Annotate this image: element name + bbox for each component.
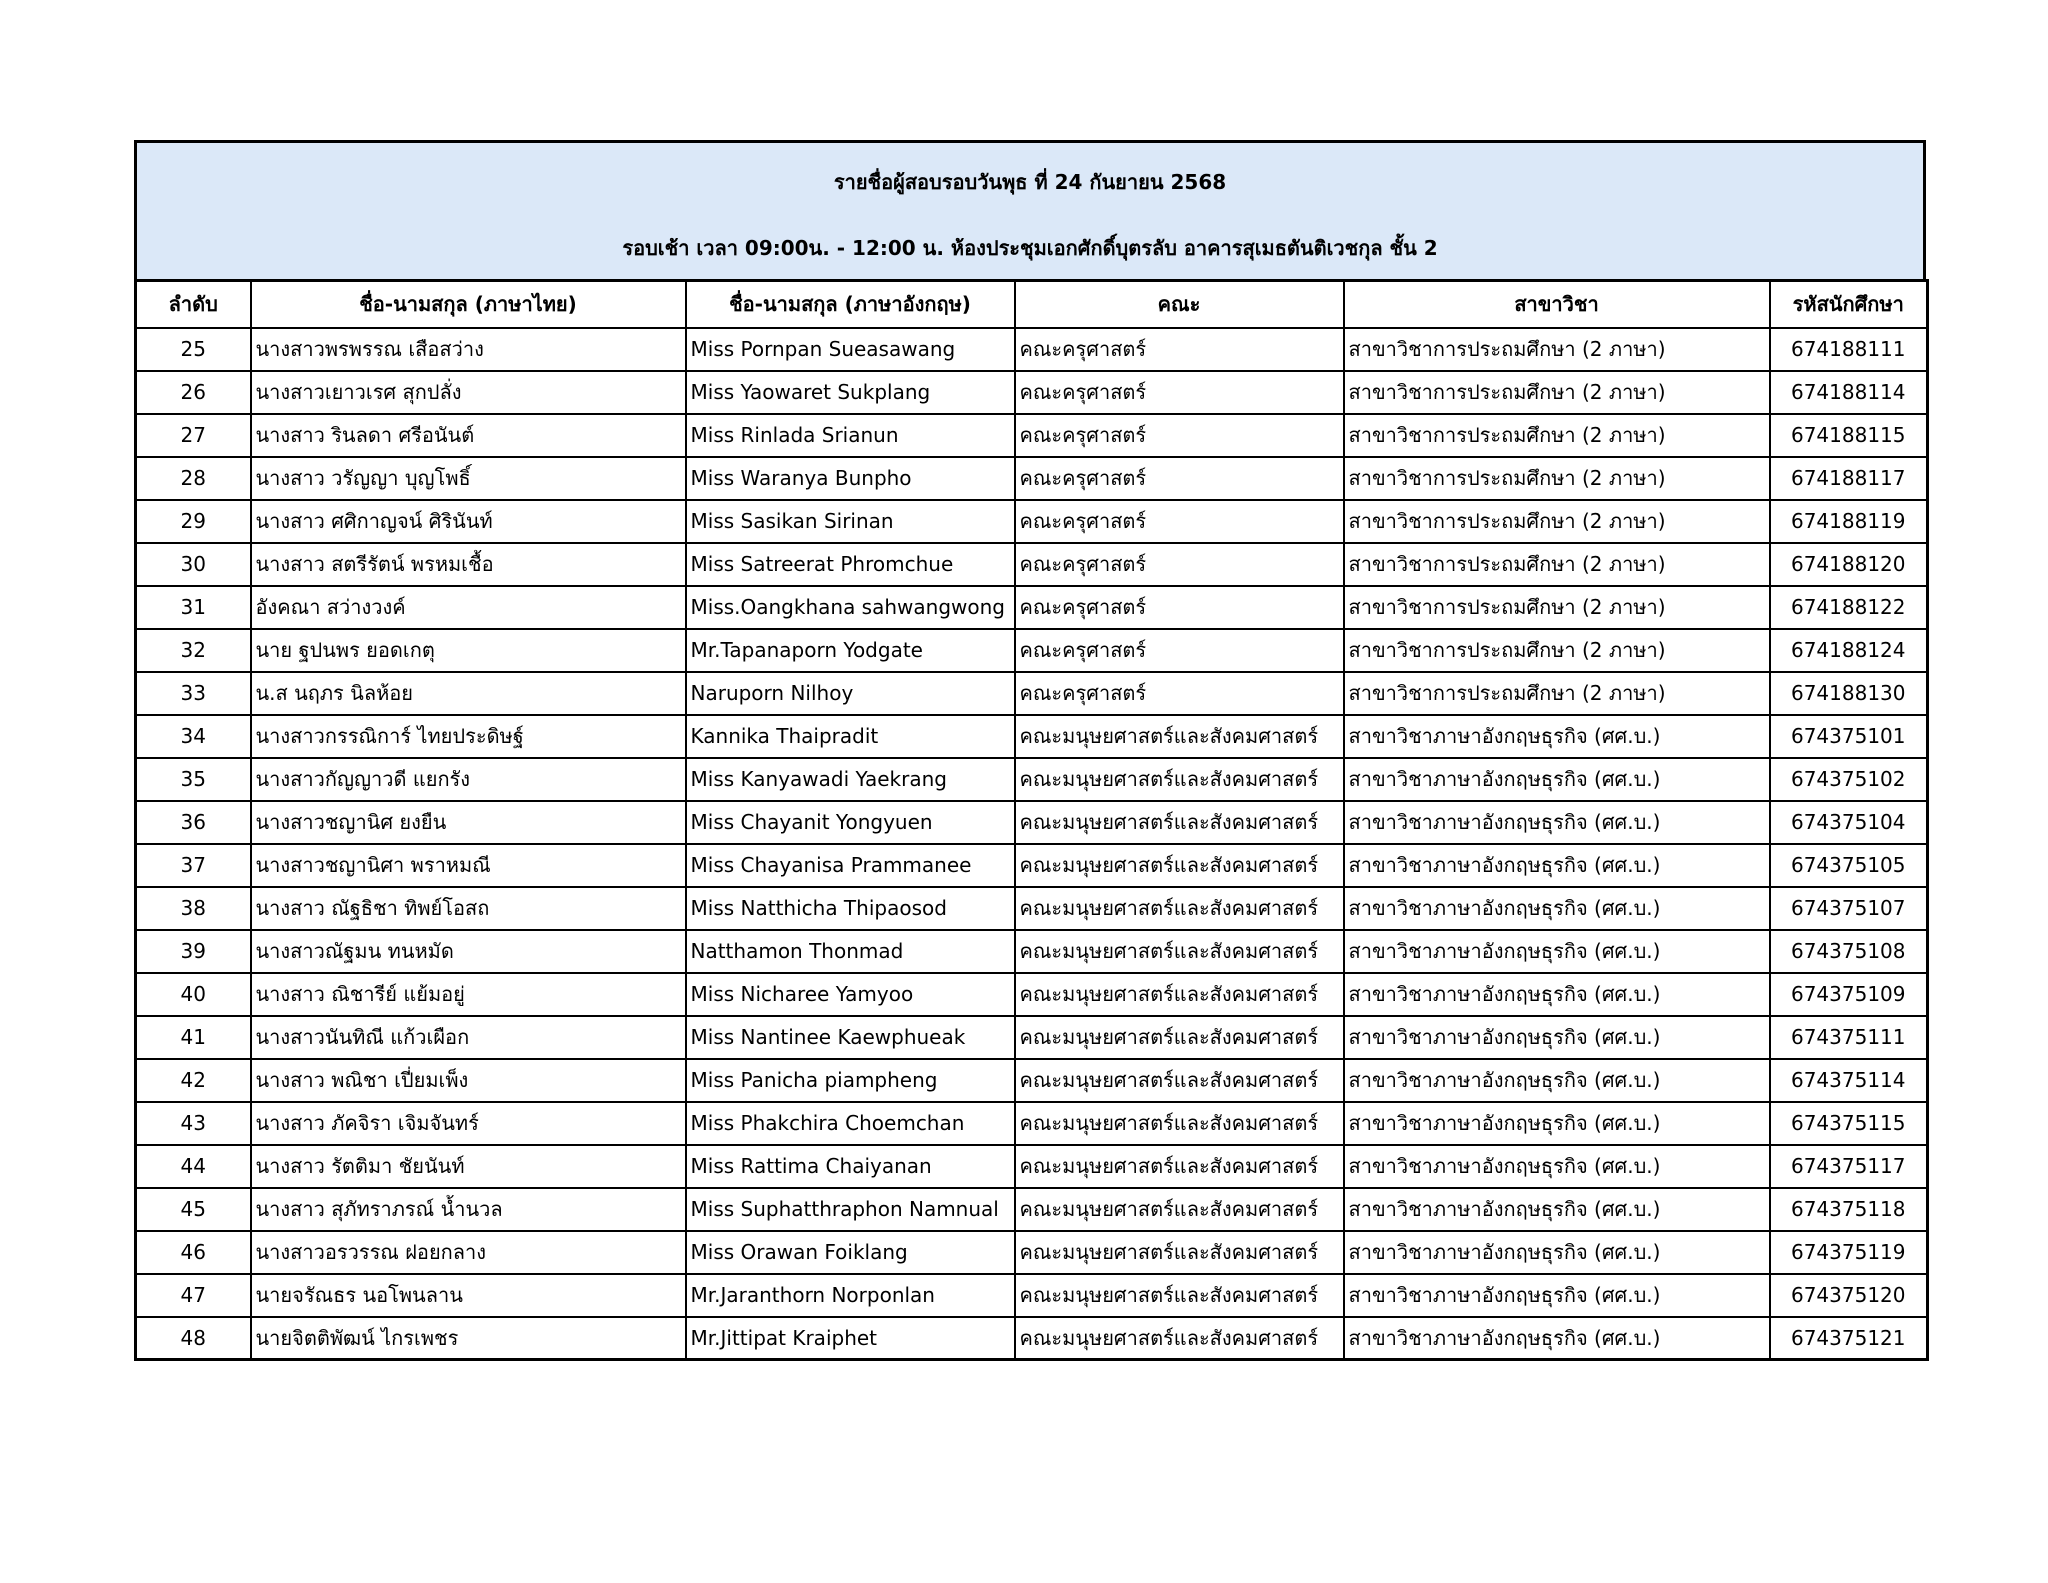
title-box bbox=[134, 140, 1926, 282]
cell-major: สาขาวิชาการประถมศึกษา (2 ภาษา) bbox=[1344, 672, 1770, 715]
cell-major: สาขาวิชาการประถมศึกษา (2 ภาษา) bbox=[1344, 629, 1770, 672]
table-row bbox=[136, 371, 1928, 414]
cell-no: 33 bbox=[136, 672, 251, 715]
cell-faculty: คณะมนุษยศาสตร์และสังคมศาสตร์ bbox=[1015, 1188, 1344, 1231]
cell-faculty: คณะมนุษยศาสตร์และสังคมศาสตร์ bbox=[1015, 930, 1344, 973]
cell-major: สาขาวิชาภาษาอังกฤษธุรกิจ (ศศ.บ.) bbox=[1344, 1231, 1770, 1274]
cell-thai-name: อังคณา สว่างวงค์ bbox=[251, 586, 686, 629]
cell-thai-name: นางสาวนันทิณี แก้วเผือก bbox=[251, 1016, 686, 1059]
cell-no: 36 bbox=[136, 801, 251, 844]
cell-faculty: คณะครุศาสตร์ bbox=[1015, 543, 1344, 586]
cell-major: สาขาวิชาภาษาอังกฤษธุรกิจ (ศศ.บ.) bbox=[1344, 887, 1770, 930]
cell-english-name: Mr.Jittipat Kraiphet bbox=[686, 1317, 1015, 1360]
cell-major: สาขาวิชาภาษาอังกฤษธุรกิจ (ศศ.บ.) bbox=[1344, 844, 1770, 887]
table-row bbox=[136, 543, 1928, 586]
cell-english-name: Natthamon Thonmad bbox=[686, 930, 1015, 973]
cell-faculty: คณะมนุษยศาสตร์และสังคมศาสตร์ bbox=[1015, 1274, 1344, 1317]
cell-english-name: Miss Orawan Foiklang bbox=[686, 1231, 1015, 1274]
cell-english-name: Miss Yaowaret Sukplang bbox=[686, 371, 1015, 414]
cell-english-name: Miss Rattima Chaiyanan bbox=[686, 1145, 1015, 1188]
cell-student-id: 674375114 bbox=[1770, 1059, 1928, 1102]
table-row bbox=[136, 887, 1928, 930]
cell-major: สาขาวิชาภาษาอังกฤษธุรกิจ (ศศ.บ.) bbox=[1344, 973, 1770, 1016]
cell-no: 40 bbox=[136, 973, 251, 1016]
cell-major: สาขาวิชาการประถมศึกษา (2 ภาษา) bbox=[1344, 371, 1770, 414]
cell-student-id: 674375118 bbox=[1770, 1188, 1928, 1231]
cell-english-name: Miss Natthicha Thipaosod bbox=[686, 887, 1015, 930]
cell-no: 43 bbox=[136, 1102, 251, 1145]
cell-faculty: คณะครุศาสตร์ bbox=[1015, 414, 1344, 457]
cell-faculty: คณะครุศาสตร์ bbox=[1015, 586, 1344, 629]
cell-major: สาขาวิชาภาษาอังกฤษธุรกิจ (ศศ.บ.) bbox=[1344, 1016, 1770, 1059]
table-body bbox=[136, 328, 1928, 1360]
cell-student-id: 674375101 bbox=[1770, 715, 1928, 758]
cell-english-name: Naruporn Nilhoy bbox=[686, 672, 1015, 715]
cell-no: 25 bbox=[136, 328, 251, 371]
cell-faculty: คณะครุศาสตร์ bbox=[1015, 500, 1344, 543]
cell-no: 39 bbox=[136, 930, 251, 973]
cell-faculty: คณะมนุษยศาสตร์และสังคมศาสตร์ bbox=[1015, 801, 1344, 844]
cell-major: สาขาวิชาภาษาอังกฤษธุรกิจ (ศศ.บ.) bbox=[1344, 1274, 1770, 1317]
roster-title: รายชื่อผู้สอบรอบวันพุธ ที่ 24 กันยายน 2568 bbox=[833, 170, 1227, 194]
cell-english-name: Miss Panicha piampheng bbox=[686, 1059, 1015, 1102]
table-row bbox=[136, 1145, 1928, 1188]
cell-no: 46 bbox=[136, 1231, 251, 1274]
cell-thai-name: นางสาว ภัคจิรา เจิมจันทร์ bbox=[251, 1102, 686, 1145]
roster-table bbox=[134, 279, 1929, 1361]
table-row bbox=[136, 973, 1928, 1016]
cell-no: 29 bbox=[136, 500, 251, 543]
cell-major: สาขาวิชาภาษาอังกฤษธุรกิจ (ศศ.บ.) bbox=[1344, 1317, 1770, 1360]
cell-faculty: คณะครุศาสตร์ bbox=[1015, 629, 1344, 672]
cell-major: สาขาวิชาภาษาอังกฤษธุรกิจ (ศศ.บ.) bbox=[1344, 1102, 1770, 1145]
cell-english-name: Miss Chayanit Yongyuen bbox=[686, 801, 1015, 844]
cell-thai-name: นางสาว วรัญญา บุญโพธิ์ bbox=[251, 457, 686, 500]
cell-major: สาขาวิชาการประถมศึกษา (2 ภาษา) bbox=[1344, 328, 1770, 371]
cell-faculty: คณะครุศาสตร์ bbox=[1015, 672, 1344, 715]
cell-thai-name: นายจรัณธร นอโพนลาน bbox=[251, 1274, 686, 1317]
cell-faculty: คณะมนุษยศาสตร์และสังคมศาสตร์ bbox=[1015, 1059, 1344, 1102]
col-header-thai-name: ชื่อ-นามสกุล (ภาษาไทย) bbox=[251, 281, 686, 328]
cell-english-name: Miss.Oangkhana sahwangwong bbox=[686, 586, 1015, 629]
cell-student-id: 674188130 bbox=[1770, 672, 1928, 715]
cell-thai-name: นางสาว ณัฐธิชา ทิพย์โอสถ bbox=[251, 887, 686, 930]
cell-faculty: คณะครุศาสตร์ bbox=[1015, 328, 1344, 371]
cell-no: 48 bbox=[136, 1317, 251, 1360]
cell-student-id: 674188124 bbox=[1770, 629, 1928, 672]
col-header-no: ลำดับ bbox=[136, 281, 251, 328]
cell-english-name: Miss Chayanisa Prammanee bbox=[686, 844, 1015, 887]
cell-english-name: Miss Pornpan Sueasawang bbox=[686, 328, 1015, 371]
cell-thai-name: นางสาวชญานิศ ยงยืน bbox=[251, 801, 686, 844]
table-row bbox=[136, 1317, 1928, 1360]
cell-student-id: 674375108 bbox=[1770, 930, 1928, 973]
cell-thai-name: นางสาวพรพรรณ เสือสว่าง bbox=[251, 328, 686, 371]
cell-student-id: 674188120 bbox=[1770, 543, 1928, 586]
cell-no: 42 bbox=[136, 1059, 251, 1102]
cell-faculty: คณะมนุษยศาสตร์และสังคมศาสตร์ bbox=[1015, 973, 1344, 1016]
cell-no: 44 bbox=[136, 1145, 251, 1188]
cell-english-name: Miss Nicharee Yamyoo bbox=[686, 973, 1015, 1016]
cell-english-name: Mr.Tapanaporn Yodgate bbox=[686, 629, 1015, 672]
table-row bbox=[136, 328, 1928, 371]
cell-thai-name: นางสาว สตรีรัตน์ พรหมเชื้อ bbox=[251, 543, 686, 586]
table-row bbox=[136, 1188, 1928, 1231]
cell-student-id: 674188119 bbox=[1770, 500, 1928, 543]
cell-thai-name: นางสาว ศศิกาญจน์ ศิรินันท์ bbox=[251, 500, 686, 543]
cell-student-id: 674375104 bbox=[1770, 801, 1928, 844]
cell-no: 45 bbox=[136, 1188, 251, 1231]
cell-thai-name: นางสาว ณิชารีย์ แย้มอยู่ bbox=[251, 973, 686, 1016]
cell-student-id: 674375105 bbox=[1770, 844, 1928, 887]
cell-no: 38 bbox=[136, 887, 251, 930]
cell-faculty: คณะมนุษยศาสตร์และสังคมศาสตร์ bbox=[1015, 758, 1344, 801]
cell-no: 37 bbox=[136, 844, 251, 887]
cell-no: 35 bbox=[136, 758, 251, 801]
cell-thai-name: นางสาวเยาวเรศ สุกปลั่ง bbox=[251, 371, 686, 414]
cell-english-name: Miss Waranya Bunpho bbox=[686, 457, 1015, 500]
cell-major: สาขาวิชาภาษาอังกฤษธุรกิจ (ศศ.บ.) bbox=[1344, 1059, 1770, 1102]
col-header-faculty: คณะ bbox=[1015, 281, 1344, 328]
session-details: รอบเช้า เวลา 09:00น. - 12:00 น. ห้องประชุมเอกศักดิ์บุตรลับ อาคารสุเมธตันติเวชกุล ชั้น 2 bbox=[622, 236, 1438, 260]
cell-no: 27 bbox=[136, 414, 251, 457]
table-row bbox=[136, 1016, 1928, 1059]
cell-student-id: 674375107 bbox=[1770, 887, 1928, 930]
cell-faculty: คณะมนุษยศาสตร์และสังคมศาสตร์ bbox=[1015, 1102, 1344, 1145]
cell-english-name: Miss Satreerat Phromchue bbox=[686, 543, 1015, 586]
col-header-major: สาขาวิชา bbox=[1344, 281, 1770, 328]
table-header-row bbox=[136, 281, 1928, 328]
table-row bbox=[136, 930, 1928, 973]
cell-student-id: 674375121 bbox=[1770, 1317, 1928, 1360]
cell-english-name: Miss Phakchira Choemchan bbox=[686, 1102, 1015, 1145]
cell-thai-name: นางสาว พณิชา เปี่ยมเพ็ง bbox=[251, 1059, 686, 1102]
cell-no: 32 bbox=[136, 629, 251, 672]
cell-english-name: Kannika Thaipradit bbox=[686, 715, 1015, 758]
cell-student-id: 674188115 bbox=[1770, 414, 1928, 457]
cell-thai-name: นางสาวกัญญาวดี แยกรัง bbox=[251, 758, 686, 801]
cell-major: สาขาวิชาภาษาอังกฤษธุรกิจ (ศศ.บ.) bbox=[1344, 930, 1770, 973]
cell-student-id: 674375115 bbox=[1770, 1102, 1928, 1145]
cell-english-name: Mr.Jaranthorn Norponlan bbox=[686, 1274, 1015, 1317]
cell-english-name: Miss Suphatthraphon Namnual bbox=[686, 1188, 1015, 1231]
cell-no: 47 bbox=[136, 1274, 251, 1317]
cell-english-name: Miss Sasikan Sirinan bbox=[686, 500, 1015, 543]
cell-no: 26 bbox=[136, 371, 251, 414]
table-row bbox=[136, 414, 1928, 457]
table-row bbox=[136, 500, 1928, 543]
cell-major: สาขาวิชาภาษาอังกฤษธุรกิจ (ศศ.บ.) bbox=[1344, 1188, 1770, 1231]
table-row bbox=[136, 844, 1928, 887]
cell-student-id: 674188111 bbox=[1770, 328, 1928, 371]
cell-no: 34 bbox=[136, 715, 251, 758]
cell-faculty: คณะมนุษยศาสตร์และสังคมศาสตร์ bbox=[1015, 844, 1344, 887]
cell-student-id: 674188122 bbox=[1770, 586, 1928, 629]
table-row bbox=[136, 1102, 1928, 1145]
cell-thai-name: นางสาวณัฐมน ทนหมัด bbox=[251, 930, 686, 973]
cell-thai-name: นาย ฐปนพร ยอดเกตุ bbox=[251, 629, 686, 672]
cell-major: สาขาวิชาการประถมศึกษา (2 ภาษา) bbox=[1344, 457, 1770, 500]
cell-faculty: คณะมนุษยศาสตร์และสังคมศาสตร์ bbox=[1015, 1231, 1344, 1274]
cell-faculty: คณะมนุษยศาสตร์และสังคมศาสตร์ bbox=[1015, 1016, 1344, 1059]
cell-major: สาขาวิชาการประถมศึกษา (2 ภาษา) bbox=[1344, 543, 1770, 586]
cell-faculty: คณะมนุษยศาสตร์และสังคมศาสตร์ bbox=[1015, 1317, 1344, 1360]
cell-thai-name: นางสาวกรรณิการ์ ไทยประดิษฐ์ bbox=[251, 715, 686, 758]
cell-english-name: Miss Kanyawadi Yaekrang bbox=[686, 758, 1015, 801]
cell-faculty: คณะมนุษยศาสตร์และสังคมศาสตร์ bbox=[1015, 887, 1344, 930]
table-row bbox=[136, 801, 1928, 844]
table-row bbox=[136, 586, 1928, 629]
exam-roster-sheet bbox=[134, 140, 1926, 1361]
cell-student-id: 674375119 bbox=[1770, 1231, 1928, 1274]
table-row bbox=[136, 1059, 1928, 1102]
table-row bbox=[136, 758, 1928, 801]
cell-student-id: 674375120 bbox=[1770, 1274, 1928, 1317]
table-row bbox=[136, 672, 1928, 715]
cell-major: สาขาวิชาภาษาอังกฤษธุรกิจ (ศศ.บ.) bbox=[1344, 758, 1770, 801]
cell-no: 31 bbox=[136, 586, 251, 629]
cell-major: สาขาวิชาการประถมศึกษา (2 ภาษา) bbox=[1344, 414, 1770, 457]
table-row bbox=[136, 457, 1928, 500]
cell-student-id: 674375117 bbox=[1770, 1145, 1928, 1188]
cell-thai-name: นางสาวชญานิศา พราหมณี bbox=[251, 844, 686, 887]
cell-faculty: คณะครุศาสตร์ bbox=[1015, 371, 1344, 414]
cell-student-id: 674188114 bbox=[1770, 371, 1928, 414]
cell-faculty: คณะครุศาสตร์ bbox=[1015, 457, 1344, 500]
cell-thai-name: นางสาวอรวรรณ ฝอยกลาง bbox=[251, 1231, 686, 1274]
table-row bbox=[136, 715, 1928, 758]
cell-major: สาขาวิชาภาษาอังกฤษธุรกิจ (ศศ.บ.) bbox=[1344, 1145, 1770, 1188]
cell-student-id: 674375109 bbox=[1770, 973, 1928, 1016]
cell-thai-name: นางสาว สุภัทราภรณ์ น้ำนวล bbox=[251, 1188, 686, 1231]
cell-major: สาขาวิชาการประถมศึกษา (2 ภาษา) bbox=[1344, 500, 1770, 543]
cell-student-id: 674375102 bbox=[1770, 758, 1928, 801]
table-row bbox=[136, 1274, 1928, 1317]
cell-no: 41 bbox=[136, 1016, 251, 1059]
cell-no: 28 bbox=[136, 457, 251, 500]
cell-english-name: Miss Rinlada Srianun bbox=[686, 414, 1015, 457]
cell-thai-name: นางสาว รัตติมา ชัยนันท์ bbox=[251, 1145, 686, 1188]
table-row bbox=[136, 1231, 1928, 1274]
col-header-english-name: ชื่อ-นามสกุล (ภาษาอังกฤษ) bbox=[686, 281, 1015, 328]
cell-thai-name: นางสาว รินลดา ศรีอนันต์ bbox=[251, 414, 686, 457]
table-row bbox=[136, 629, 1928, 672]
cell-student-id: 674375111 bbox=[1770, 1016, 1928, 1059]
cell-major: สาขาวิชาภาษาอังกฤษธุรกิจ (ศศ.บ.) bbox=[1344, 801, 1770, 844]
cell-thai-name: นายจิตติพัฒน์ ไกรเพชร bbox=[251, 1317, 686, 1360]
cell-major: สาขาวิชาภาษาอังกฤษธุรกิจ (ศศ.บ.) bbox=[1344, 715, 1770, 758]
cell-student-id: 674188117 bbox=[1770, 457, 1928, 500]
cell-major: สาขาวิชาการประถมศึกษา (2 ภาษา) bbox=[1344, 586, 1770, 629]
cell-faculty: คณะมนุษยศาสตร์และสังคมศาสตร์ bbox=[1015, 715, 1344, 758]
cell-thai-name: น.ส นฤภร นิลห้อย bbox=[251, 672, 686, 715]
cell-faculty: คณะมนุษยศาสตร์และสังคมศาสตร์ bbox=[1015, 1145, 1344, 1188]
cell-english-name: Miss Nantinee Kaewphueak bbox=[686, 1016, 1015, 1059]
cell-no: 30 bbox=[136, 543, 251, 586]
col-header-student-id: รหัสนักศึกษา bbox=[1770, 281, 1928, 328]
